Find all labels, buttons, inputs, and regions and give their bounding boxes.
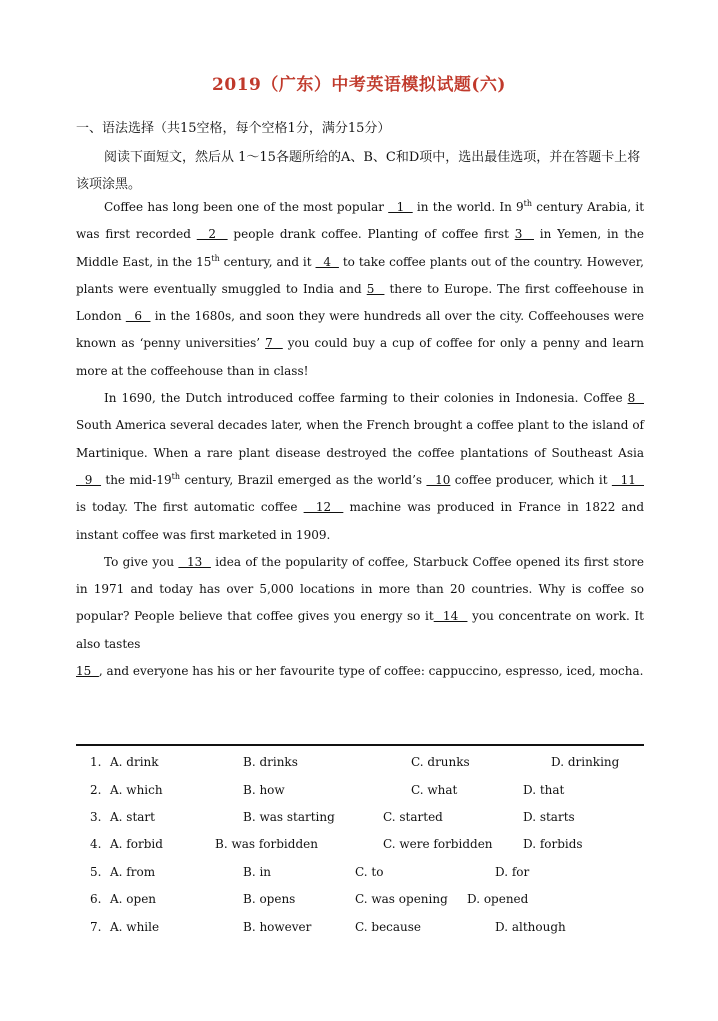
option-c[interactable]: C. was opening [355,892,448,906]
passage-paragraph-3 [76,549,644,658]
option-d[interactable]: D. that [523,783,565,797]
blank-12: 12 [303,500,344,515]
question-row-5 [0,865,718,885]
superscript: th [171,471,180,481]
option-a[interactable]: A. open [110,892,157,906]
question-row-3 [0,810,718,830]
blank-9: 9 [76,472,102,487]
passage-text: idea of the popularity of coffee, Starbuck Coffee opened its first store in 1971 and today has over 5,000 locations in more than 20 countries. Why is coffee so popular? People believe that coffee gives you energy so it [76,554,645,624]
option-a[interactable]: A. forbid [110,837,163,851]
blank-6: 6 [125,309,151,324]
option-b[interactable]: B. however [243,920,312,934]
passage-text: century, and it [219,254,316,269]
divider-rule [76,744,644,746]
blank-5: 5 [366,281,385,296]
option-b[interactable]: B. drinks [243,755,298,769]
superscript: th [523,199,533,208]
blank-4: 4 [315,254,339,269]
passage-text: you could buy a cup of coffee for only a penny and learn more at the coffeehouse than in class! [76,336,644,378]
instructions: 阅读下面短文，然后从 1～15各题所给的A、B、C和D项中，选出最佳选项，并在答题卡上将该项涂黑。 [76,150,641,192]
option-c[interactable]: C. were forbidden [383,837,493,851]
passage-text: century, Brazil emerged as the world’s [179,472,427,487]
question-number: 5. [90,865,102,879]
blank-11: 11 [611,472,644,487]
question-row-2 [0,783,718,803]
blank-2: 2 [196,227,228,242]
passage-text: To give you [104,554,179,569]
question-number: 3. [90,810,102,824]
option-a[interactable]: A. which [110,783,163,797]
passage-text: century Arabia, it was first recorded [76,200,645,242]
option-c[interactable]: C. to [355,865,384,879]
passage-paragraph-1 [76,194,644,385]
option-b[interactable]: B. how [243,783,285,797]
passage-text: In 1690, the Dutch introduced coffee farming to their colonies in Indonesia. Coffee [104,391,628,406]
option-d[interactable]: D. although [495,920,566,934]
option-d[interactable]: D. drinking [551,755,620,769]
passage-text: coffee producer, which it [450,472,612,487]
option-c[interactable]: C. what [411,783,458,797]
option-a[interactable]: A. from [110,865,156,879]
passage-paragraph-3-continued [76,658,644,685]
blank-15: 15 [76,664,99,679]
question-number: 4. [90,837,102,851]
option-c[interactable]: C. started [383,810,443,824]
question-row-6 [0,892,718,912]
passage-text: in the 1680s, and soon they were hundreds all over the city. Coffeehouses were known as ‘penny universities’ [76,309,644,351]
reading-passage [76,194,644,685]
passage-text: to take coffee plants out of the country. However, plants were eventually smuggled to India and [76,254,644,296]
option-b[interactable]: B. was forbidden [215,837,318,851]
option-a[interactable]: A. start [110,810,155,824]
section-heading: 一、语法选择（共15空格，每个空格1分，满分15分） [76,121,391,136]
question-number: 6. [90,892,102,906]
blank-3: 3 [514,227,534,242]
page-title: 2019（广东）中考英语模拟试题(六) [212,75,506,95]
question-row-4 [0,837,718,857]
option-d[interactable]: D. opened [467,892,529,906]
option-d[interactable]: D. for [495,865,530,879]
superscript: th [211,253,220,263]
passage-text: people drank coffee. Planting of coffee first [227,227,515,242]
option-b[interactable]: B. was starting [243,810,335,824]
blank-10: 10 [426,472,451,487]
option-a[interactable]: A. while [110,920,160,934]
option-c[interactable]: C. because [355,920,422,934]
option-d[interactable]: D. starts [523,810,575,824]
option-c[interactable]: C. drunks [411,755,470,769]
passage-text: the mid-19 [101,472,172,487]
option-b[interactable]: B. opens [243,892,296,906]
blank-1: 1 [388,200,413,214]
passage-text: South America several decades later, when the French brought a coffee plant to the island of Martinique. When a rare plant disease destroyed the coffee plantations of Southeast Asia [76,418,644,460]
question-row-7 [0,920,718,940]
option-d[interactable]: D. forbids [523,837,583,851]
passage-text: machine was produced in France in 1822 and instant coffee was first marketed in 1909. [76,500,644,542]
passage-text: Coffee has long been one of the most popular [104,200,389,214]
passage-text: there to Europe. The first coffeehouse in London [76,281,645,324]
blank-14: 14 [433,609,468,624]
option-a[interactable]: A. drink [110,755,159,769]
passage-text: in the world. In 9 [412,200,524,214]
passage-text: is today. The first automatic coffee [76,500,304,515]
passage-text: , and everyone has his or her favourite type of coffee: cappuccino, espresso, iced, mocha. [98,664,644,679]
question-number: 7. [90,920,102,934]
question-number: 1. [90,755,102,769]
passage-text: you concentrate on work. It also tastes [76,609,644,651]
option-b[interactable]: B. in [243,865,272,879]
blank-13: 13 [178,554,211,569]
question-number: 2. [90,783,102,797]
passage-text: in Yemen, in the Middle East, in the 15 [76,227,645,269]
blank-7: 7 [265,336,283,351]
question-row-1 [0,755,718,775]
blank-8: 8 [627,391,644,406]
passage-paragraph-2 [76,385,644,549]
